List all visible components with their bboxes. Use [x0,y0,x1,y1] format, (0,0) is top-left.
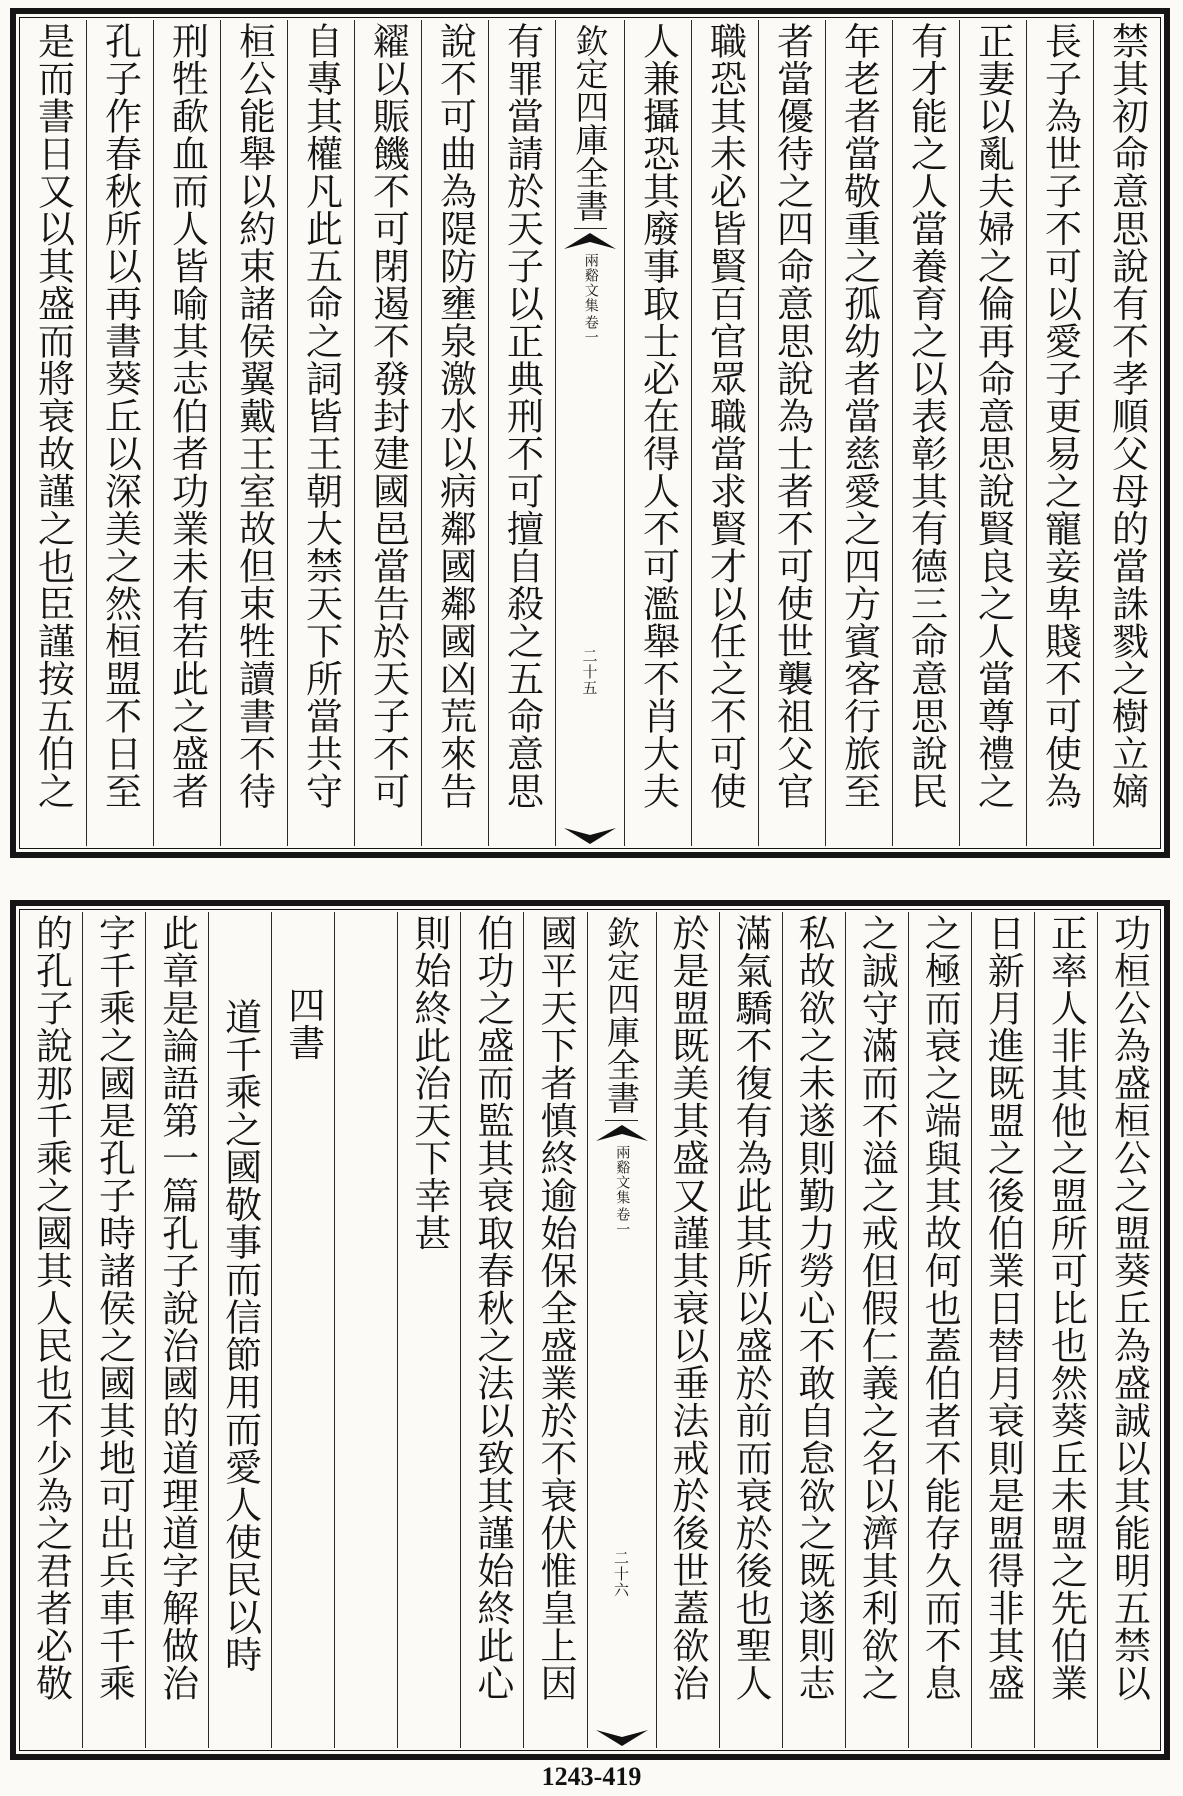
column-text: 滿氣驕不復有為此其所以盛於前而衰於後也聖人 [729,914,773,1702]
text-column [691,20,758,846]
text-column [782,912,845,1748]
column-text: 長子為世子不可以愛子更易之寵妾卑賤不可使為 [1038,22,1082,810]
center-spine [555,20,624,846]
column-text: 自專其權凡此五命之詞皆王朝大禁天下所當共守 [299,22,343,810]
text-column [959,20,1026,846]
text-column [1034,912,1097,1748]
column-text: 是而書日又以其盛而將衰故謹之也臣謹按五伯之 [31,22,75,810]
text-column [719,912,782,1748]
column-text: 之誠守滿而不溢之戒但假仁義之名以濟其利欲之 [855,914,899,1702]
column-text: 字千乘之國是孔子時諸侯之國其地可出兵車千乘 [92,914,136,1702]
book-title: 兩谿文集 [582,253,599,313]
text-column [20,912,82,1748]
column-text: 四書 [281,986,325,1061]
column-text: 年老者當敬重之孤幼者當慈愛之四方賓客行旅至 [837,22,881,810]
column-text: 於是盟既美其盛又謹其衰以垂法戒於後世蓋欲治 [666,914,710,1702]
text-column [892,20,959,846]
column-text: 人兼攝恐其廢事取士必在得人不可濫舉不肖大夫 [636,22,680,810]
text-column [845,912,908,1748]
text-column [624,20,691,846]
column-text: 糴以賑饑不可閉遏不發封建國邑當告於天子不可 [366,22,410,810]
text-column [825,20,892,846]
fish-tail-mark-icon [594,1728,650,1748]
fish-tail-mark-icon [562,231,618,251]
text-column [656,912,719,1748]
fish-tail-mark-icon [594,1123,650,1143]
fish-tail-mark-icon [562,826,618,846]
page-number: 二十五 [580,648,599,696]
column-text: 道千乘之國敬事而信節用而愛人使民以時 [218,998,262,1673]
text-column [1093,20,1160,846]
column-text: 桓公能舉以約束諸侯翼戴王室故但束牲讀書不待 [232,22,276,810]
column-text: 國平天下者慎終逾始保全盛業於不衰伏惟皇上因 [533,914,577,1702]
text-column [82,912,145,1748]
column-text: 刑牲歃血而人皆喻其志伯者功業未有若此之盛者 [165,22,209,810]
column-text: 有才能之人當養育之以表彰其有德三命意思說民 [904,22,948,810]
volume-label: 卷一 [582,315,599,345]
library-title: 欽定四庫全書 [605,912,638,1121]
text-column [153,20,220,846]
text-column [86,20,153,846]
library-title: 欽定四庫全書 [574,20,607,229]
text-column [220,20,287,846]
catalog-number: 1243-419 [541,1762,642,1791]
text-column [1026,20,1093,846]
column-text: 職恐其未必皆賢百官眾職當求賢才以任之不可使 [703,22,747,810]
text-column [20,20,86,846]
text-column [971,912,1034,1748]
text-column [145,912,208,1748]
column-text: 伯功之盛而監其衰取春秋之法以致其謹始終此心 [470,914,514,1702]
column-text: 此章是論語第一篇孔子說治國的道理道字解做治 [155,914,199,1702]
text-column [908,912,971,1748]
text-column [334,912,397,1748]
column-text: 則始終此治天下幸甚 [407,914,451,1252]
bottom-page-frame [10,900,1170,1760]
column-text: 正妻以亂夫婦之倫再命意思說賢良之人當尊禮之 [971,22,1015,810]
column-text: 禁其初命意思說有不孝順父母的當誅戮之樹立嫡 [1105,22,1149,810]
column-text: 有罪當請於天子以正典刑不可擅自殺之五命意思 [500,22,544,810]
text-column [354,20,421,846]
column-text: 的孔子說那千乘之國其人民也不少為之君者必敬 [29,914,73,1702]
text-column [271,912,334,1748]
text-column [421,20,488,846]
text-column [523,912,586,1748]
column-text: 孔子作春秋所以再書葵丘以深美之然桓盟不日至 [98,22,142,810]
text-column [1097,912,1160,1748]
column-text: 之極而衰之端與其故何也蓋伯者不能存久而不息 [918,914,962,1702]
column-text: 正率人非其他之盟所可比也然葵丘未盟之先伯業 [1044,914,1088,1702]
top-page-frame [10,8,1170,858]
column-text: 功桓公為盛桓公之盟葵丘為盛誠以其能明五禁以 [1107,914,1151,1702]
text-column [397,912,460,1748]
volume-label: 卷一 [614,1207,631,1237]
column-text: 說不可曲為隄防壅泉激水以病鄰國鄰國凶荒來告 [433,22,477,810]
column-text: 者當優待之四命意思說為士者不可使世襲祖父官 [770,22,814,810]
center-spine [587,912,656,1748]
page-number: 二十六 [612,1550,630,1598]
column-text: 日新月進既盟之後伯業日替月衰則是盟得非其盛 [981,914,1025,1702]
book-title: 兩谿文集 [614,1145,631,1205]
text-column [460,912,523,1748]
text-column [287,20,354,846]
text-column [488,20,555,846]
column-text: 私故欲之未遂則勤力勞心不敢自怠欲之既遂則志 [792,914,836,1702]
text-column [758,20,825,846]
text-column [208,912,271,1748]
